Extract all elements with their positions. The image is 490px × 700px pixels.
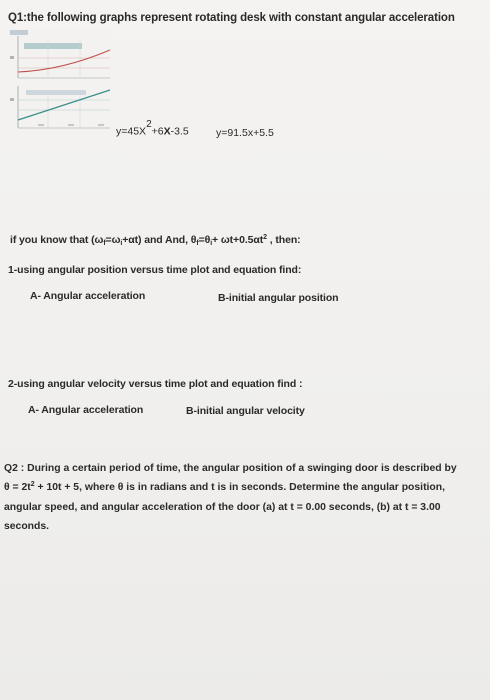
part1-item-b: B-initial angular position	[218, 292, 339, 304]
q2-line-4: seconds.	[4, 521, 50, 532]
q2-line-3: angular speed, and angular acceleration of the door (a) at t = 0.00 seconds, (b) at t = 3.00	[4, 502, 441, 513]
q2-line-1: Q2 : During a certain period of time, the angular position of a swinging door is described by	[4, 463, 457, 474]
given-part-a: if you know that (ω	[10, 234, 104, 246]
q2-line-2	[4, 478, 484, 498]
equation-2: y=91.5x+5.5	[216, 127, 274, 139]
equation-1	[116, 119, 189, 138]
q2-line-2b: + 10t + 5, where θ is in radians and t is in seconds. Determine the angular position,	[34, 482, 445, 493]
q1-title: Q1:the following graphs represent rotating desk with constant angular acceleration	[8, 12, 455, 24]
part1-heading: 1-using angular position versus time plot and equation find:	[8, 264, 302, 276]
part2-item-a: A- Angular acceleration	[28, 404, 144, 416]
given-part-d: =θ	[198, 234, 211, 246]
q2-line-2a: θ = 2t	[4, 482, 31, 493]
eq1-exponent: 2	[146, 119, 152, 130]
q2-exponent: 2	[30, 481, 35, 488]
sub-i: i	[210, 240, 213, 247]
given-part-c: +αt) and And, θ	[122, 234, 197, 246]
q2-paragraph	[4, 459, 484, 536]
given-relations	[10, 234, 301, 246]
part1-item-a: A- Angular acceleration	[30, 290, 146, 302]
sub-f: f	[103, 240, 106, 247]
eq1-suffix: -3.5	[170, 125, 189, 138]
eq1-x: X	[163, 125, 171, 138]
given-part-e: + ωt+0.5αt	[212, 234, 264, 246]
given-part-f: , then:	[266, 234, 301, 246]
sub-f: f	[196, 240, 199, 247]
graph-thumbnails	[8, 28, 114, 134]
given-part-b: =ω	[105, 234, 121, 246]
sup-2: 2	[263, 234, 267, 241]
eq1-mid: +6	[151, 125, 164, 138]
eq1-prefix: y=45X	[116, 125, 147, 138]
part2-item-b: B-initial angular velocity	[186, 405, 305, 417]
sub-i: i	[120, 240, 123, 247]
part2-heading: 2-using angular velocity versus time plot and equation find :	[8, 378, 303, 390]
